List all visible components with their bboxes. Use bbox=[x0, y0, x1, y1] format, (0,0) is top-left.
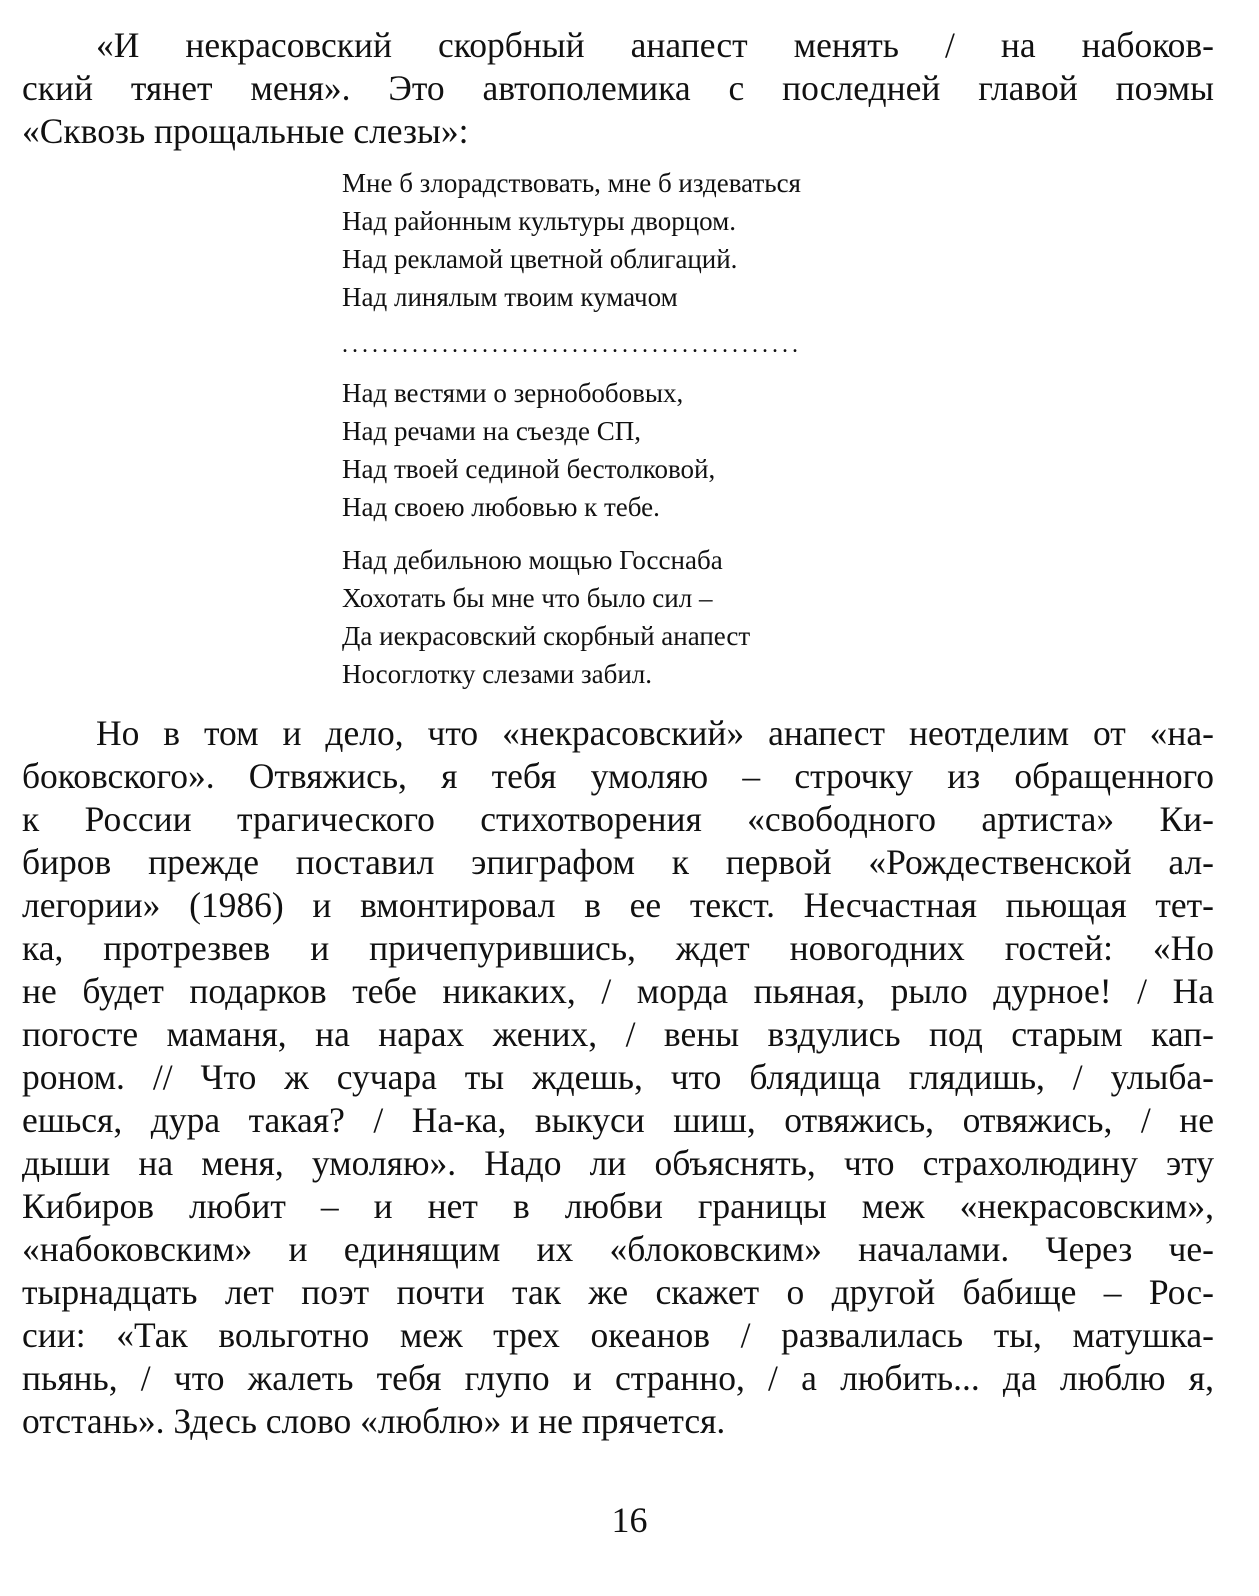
text-line: биров прежде поставил эпиграфом к первой «Рождественской ал- bbox=[22, 842, 1214, 882]
main-paragraph bbox=[22, 712, 1214, 1443]
poem-stanza-1 bbox=[342, 164, 801, 316]
text-line: ешься, дура такая? / На-ка, выкуси шиш, отвяжись, отвяжись, / не bbox=[22, 1100, 1214, 1140]
text-line: погосте маманя, на нарах жених, / вены вздулись под старым кап- bbox=[22, 1014, 1214, 1054]
text-line: легории» (1986) и вмонтировал в ее текст. Несчастная пьющая тет- bbox=[22, 885, 1214, 925]
poem-line: Над районным культуры дворцом. bbox=[342, 206, 736, 236]
poem-stanza-2 bbox=[342, 374, 715, 526]
text-line: Кибиров любит – и нет в любви границы меж «некрасовским», bbox=[22, 1186, 1214, 1226]
poem-line: Над твоей сединой бестолковой, bbox=[342, 454, 716, 484]
text-line: роном. // Что ж сучара ты ждешь, что блядища глядишь, / улыба- bbox=[22, 1057, 1214, 1097]
poem-line: Над дебильною мощью Госснаба bbox=[342, 545, 723, 575]
text-line: «набоковским» и единящим их «блоковским» началами. Через че- bbox=[22, 1229, 1214, 1269]
text-line: боковского». Отвяжись, я тебя умоляю – строчку из обращенного bbox=[22, 756, 1214, 796]
poem-line: Над вестями о зернобобовых, bbox=[342, 378, 684, 408]
poem-line: Над речами на съезде СП, bbox=[342, 416, 641, 446]
poem-line: Над своею любовью к тебе. bbox=[342, 492, 660, 522]
text-line: «И некрасовский скорбный анапест менять / на набоков- bbox=[96, 25, 1214, 65]
poem-line: Над линялым твоим кумачом bbox=[342, 282, 678, 312]
page-number: 16 bbox=[611, 1500, 648, 1540]
poem-ellipsis-line: .............................................. bbox=[342, 332, 802, 358]
text-line: ский тянет меня». Это автополемика с последней главой поэмы bbox=[22, 68, 1214, 108]
poem-line: Над рекламой цветной облигаций. bbox=[342, 244, 738, 274]
text-line: дыши на меня, умоляю». Надо ли объяснять, что страхолюдину эту bbox=[22, 1143, 1214, 1183]
poem-stanza-3 bbox=[342, 541, 750, 693]
text-line: к России трагического стихотворения «свободного артиста» Ки- bbox=[22, 799, 1214, 839]
text-line: Но в том и дело, что «некрасовский» анапест неотделим от «на- bbox=[96, 713, 1214, 753]
poem-line: Мне б злорадствовать, мне б издеваться bbox=[342, 168, 801, 198]
poem-line: Хохотать бы мне что было сил – bbox=[342, 583, 713, 613]
text-line: тырнадцать лет поэт почти так же скажет о другой бабище – Рос- bbox=[22, 1272, 1214, 1312]
text-line: отстань». Здесь слово «люблю» и не прячется. bbox=[22, 1401, 726, 1441]
poem-line: Да иекрасовский скорбный анапест bbox=[342, 621, 751, 651]
text-line: сии: «Так вольготно меж трех океанов / развалилась ты, матушка- bbox=[22, 1315, 1214, 1355]
intro-paragraph bbox=[22, 24, 1214, 153]
text-line: «Сквозь прощальные слезы»: bbox=[22, 111, 469, 151]
text-line: пьянь, / что жалеть тебя глупо и странно, / а любить... да люблю я, bbox=[22, 1358, 1214, 1398]
poem-line: Носоглотку слезами забил. bbox=[342, 659, 653, 689]
text-line: ка, протрезвев и причепурившись, ждет новогодних гостей: «Но bbox=[22, 928, 1214, 968]
text-line: не будет подарков тебе никаких, / морда пьяная, рыло дурное! / На bbox=[22, 971, 1214, 1011]
